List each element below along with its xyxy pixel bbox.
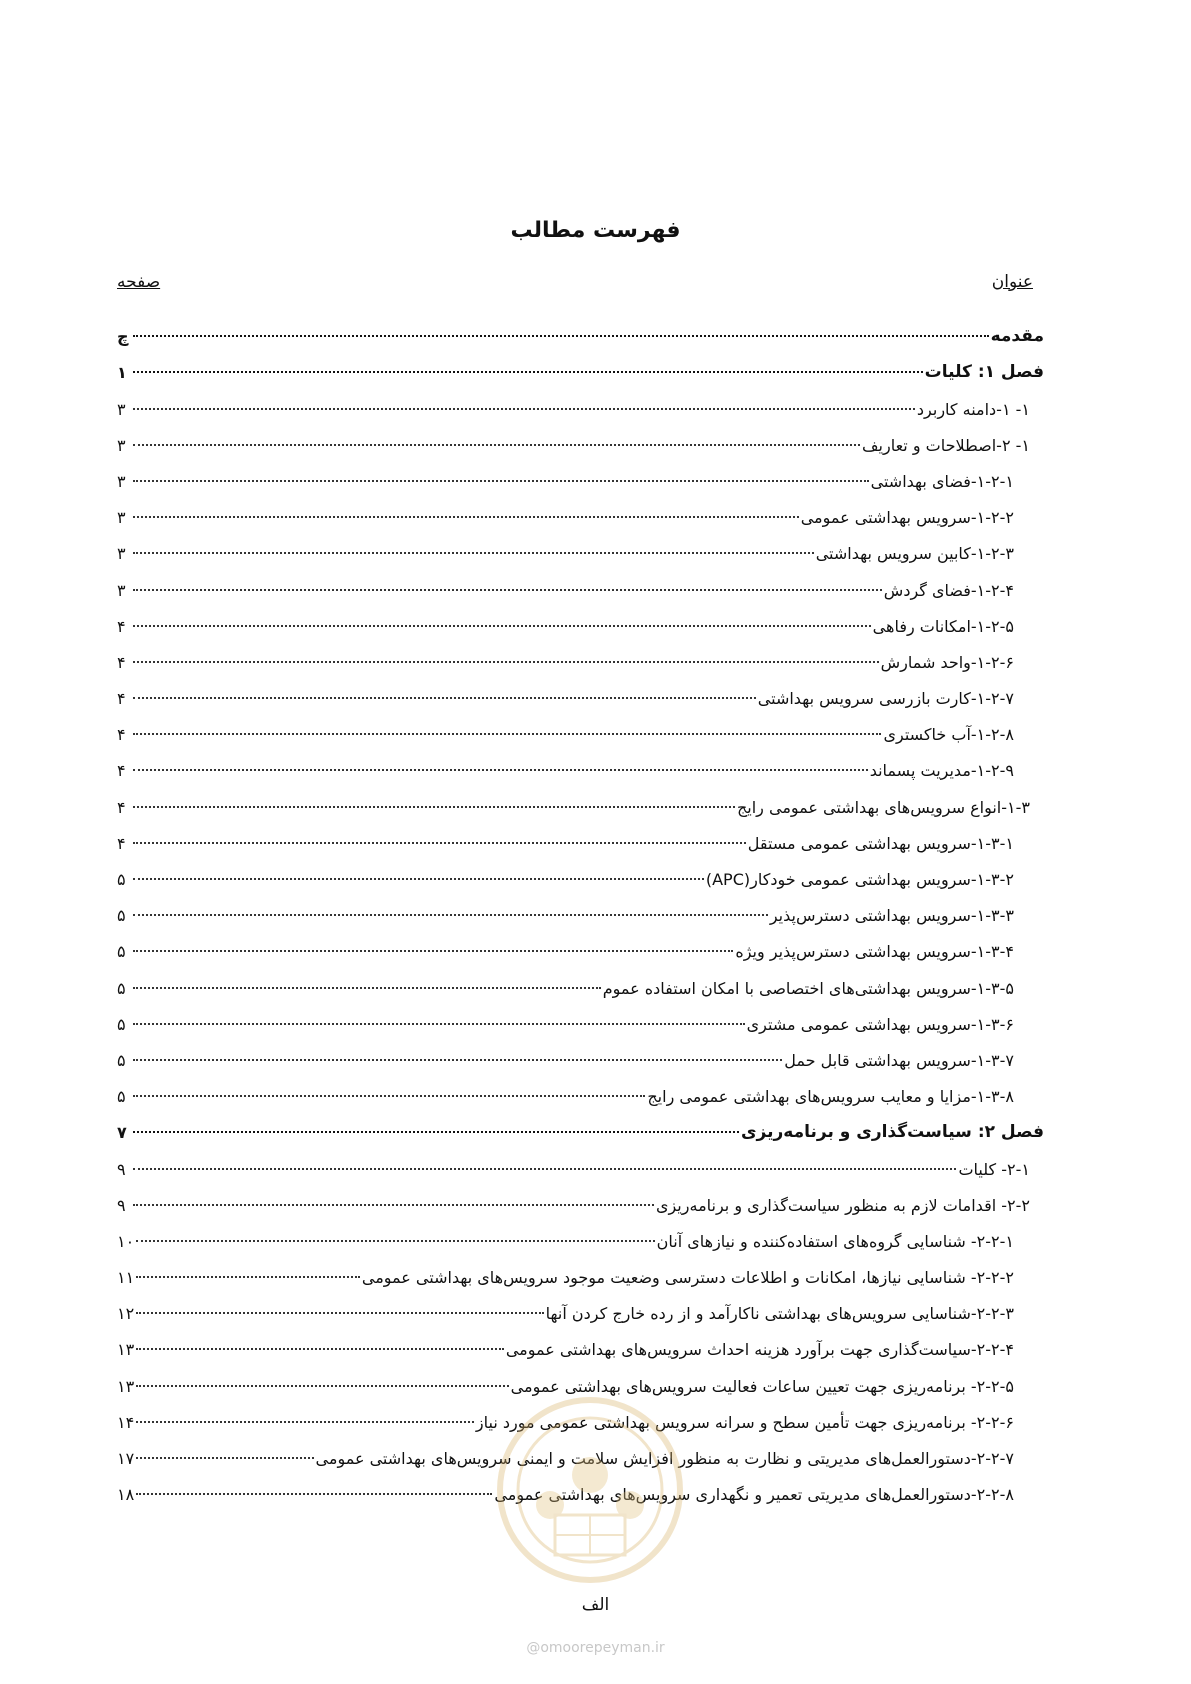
toc-entry-label: ۱-۳-۷-سرویس بهداشتی قابل حمل <box>784 1050 1014 1070</box>
toc-entry-page: ۳ <box>117 399 126 419</box>
toc-entry-label: ۲-۲-۶- برنامه‌ریزی جهت تأمین سطح و سرانه سرویس بهداشتی عمومی مورد نیاز <box>475 1412 1014 1432</box>
page-number-footer: الف <box>581 1595 610 1615</box>
dot-leader <box>136 1456 313 1459</box>
toc-entry[interactable] <box>117 527 1044 563</box>
toc-entry-label: ۱-۲-۵-امکانات رفاهی <box>872 616 1014 636</box>
dot-leader <box>133 624 871 627</box>
toc-entry[interactable] <box>117 491 1044 527</box>
toc-entry[interactable] <box>117 1179 1044 1215</box>
toc-entry-label: ۱-۲-۲-سرویس بهداشتی عمومی <box>800 508 1014 528</box>
toc-entry-label: ۱-۲-۸-آب خاکستری <box>883 725 1014 745</box>
toc-entry-label: ۱-۳-۶-سرویس بهداشتی عمومی مشتری <box>746 1014 1014 1034</box>
toc-entry-label: ۱-۲-۷-کارت بازرسی سرویس بهداشتی <box>757 689 1014 709</box>
toc-entry-page: ۱۸ <box>117 1485 135 1505</box>
toc-entry-page: ۴ <box>117 833 126 853</box>
toc-entry-page: ۴ <box>117 689 126 709</box>
toc-entry[interactable] <box>117 419 1044 455</box>
toc-entry-page: چ <box>117 327 129 347</box>
dot-leader <box>133 370 923 373</box>
toc-entry[interactable] <box>117 780 1044 816</box>
toc-entry-label: مقدمه <box>990 326 1044 347</box>
dot-leader <box>136 1311 543 1314</box>
toc-entry-label: ۱-۳-۸-مزایا و معایب سرویس‌های بهداشتی عمومی رایج <box>647 1087 1014 1107</box>
dot-leader <box>133 913 768 916</box>
toc-entry-label: ۱-۲-۴-فضای گردش <box>883 580 1014 600</box>
dot-leader <box>133 479 869 482</box>
toc-entry-label: ۱-۲-۱-فضای بهداشتی <box>870 471 1014 491</box>
dot-leader <box>133 1203 654 1206</box>
dot-leader <box>133 407 915 410</box>
dot-leader <box>136 1239 654 1242</box>
toc-entry-label: ۱-۲-۶-واحد شمارش <box>880 652 1014 672</box>
toc-entry-label: ۲-۲-۸-دستورالعمل‌های مدیریتی تعمیر و نگهداری سرویس‌های بهداشتی عمومی <box>494 1485 1014 1505</box>
toc-entry-page: ۴ <box>117 725 126 745</box>
toc-entry[interactable] <box>117 1359 1044 1395</box>
toc-entry-page: ۱۷ <box>117 1449 135 1468</box>
toc-entry-label: ۱-۲-۹-مدیریت پسماند <box>869 761 1014 781</box>
toc-entry-page: ۴ <box>117 652 126 672</box>
toc-entry-label: ۱-۳-انواع سرویس‌های بهداشتی عمومی رایج <box>736 797 1030 817</box>
toc-entry[interactable] <box>117 961 1044 997</box>
toc-entry[interactable] <box>117 998 1044 1034</box>
toc-entry[interactable] <box>117 817 1044 853</box>
dot-leader <box>133 588 882 591</box>
watermark-text: @omoorepeyman.ir <box>526 1640 665 1656</box>
toc-entry-label: ۲-۲- اقدامات لازم به منظور سیاست‌گذاری و برنامه‌ریزی <box>655 1195 1030 1215</box>
toc-entry[interactable] <box>117 1287 1044 1323</box>
toc-entry[interactable] <box>117 563 1044 599</box>
dot-leader <box>133 986 601 989</box>
toc-entry-page: ۳ <box>117 508 126 528</box>
toc-entry-label: ۲-۲-۲- شناسایی نیازها، امکانات و اطلاعات دسترسی وضعیت موجود سرویس‌های بهداشتی عمومی <box>361 1268 1014 1288</box>
toc-entry-page: ۱ <box>117 363 127 383</box>
toc-entry[interactable] <box>117 1034 1044 1070</box>
toc-entry-page: ۹ <box>117 1195 126 1215</box>
dot-leader <box>133 949 733 952</box>
toc-entry-label: ۱-۲-۳-کابین سرویس بهداشتی <box>815 544 1014 564</box>
toc-entry-label: ۱-۳-۵-سرویس بهداشتی‌های اختصاصی با امکان استفاده عموم <box>602 978 1014 998</box>
column-header-page: صفحه <box>117 272 161 292</box>
toc-entry[interactable] <box>117 1142 1044 1178</box>
toc-entry[interactable] <box>117 346 1044 382</box>
toc-entry-page: ۵ <box>117 1087 126 1107</box>
toc-entry-label: ۱-۳-۴-سرویس بهداشتی دسترس‌پذیر ویژه <box>735 942 1014 962</box>
toc-entry-page: ۱۳ <box>117 1376 135 1396</box>
dot-leader <box>136 1275 360 1278</box>
toc-entry-label: ۱-۳-۲-سرویس بهداشتی عمومی خودکار(APC) <box>705 870 1014 889</box>
toc-entry[interactable] <box>117 744 1044 780</box>
toc-entry-page: ۵ <box>117 1014 126 1034</box>
toc-entry-label: ۲-۱- کلیات <box>958 1159 1030 1179</box>
table-of-contents <box>117 310 1044 1504</box>
toc-entry-page: ۳ <box>117 471 126 491</box>
toc-entry[interactable] <box>117 708 1044 744</box>
toc-entry[interactable] <box>117 1106 1044 1142</box>
toc-entry[interactable] <box>117 1251 1044 1287</box>
toc-entry-label: ۱- ۱-دامنه کاربرد <box>916 399 1030 419</box>
dot-leader <box>133 1022 745 1025</box>
dot-leader <box>133 443 860 446</box>
dot-leader <box>133 805 735 808</box>
dot-leader <box>133 1094 645 1097</box>
toc-entry-page: ۴ <box>117 761 126 781</box>
toc-entry[interactable] <box>117 889 1044 925</box>
toc-entry-page: ۵ <box>117 942 126 962</box>
dot-leader <box>136 1347 504 1350</box>
toc-entry[interactable] <box>117 455 1044 491</box>
dot-leader <box>136 1492 492 1495</box>
toc-entry[interactable] <box>117 1070 1044 1106</box>
toc-entry[interactable] <box>117 1323 1044 1359</box>
toc-entry-page: ۵ <box>117 870 126 889</box>
toc-entry-label: فصل ۲: سیاست‌گذاری و برنامه‌ریزی <box>740 1122 1044 1143</box>
toc-entry-label: ۱-۳-۱-سرویس بهداشتی عمومی مستقل <box>747 833 1014 853</box>
toc-entry-label: ۲-۲-۳-شناسایی سرویس‌های بهداشتی ناکارآمد و از رده خارج کردن آنها <box>545 1304 1014 1324</box>
toc-entry-page: ۱۴ <box>117 1412 135 1432</box>
dot-leader <box>133 696 756 699</box>
toc-entry-page: ۱۱ <box>117 1268 135 1288</box>
toc-entry[interactable] <box>117 672 1044 708</box>
dot-leader <box>133 841 746 844</box>
dot-leader <box>136 1420 474 1423</box>
toc-entry-page: ۷ <box>117 1123 127 1143</box>
toc-entry[interactable] <box>117 925 1044 961</box>
dot-leader <box>133 732 881 735</box>
toc-entry-page: ۴ <box>117 797 126 817</box>
toc-entry-page: ۱۰ <box>117 1231 135 1251</box>
toc-entry[interactable] <box>117 600 1044 636</box>
column-header-title: عنوان <box>991 272 1033 292</box>
toc-entry-page: ۵ <box>117 906 126 926</box>
toc-entry-label: ۱-۳-۳-سرویس بهداشتی دسترس‌پذیر <box>769 906 1014 926</box>
toc-entry-page: ۳ <box>117 435 126 455</box>
toc-entry-label: ۱- ۲-اصطلاحات و تعاریف <box>861 435 1030 455</box>
dot-leader <box>133 660 879 663</box>
page-title: فهرست مطالب <box>510 218 681 243</box>
dot-leader <box>133 1130 739 1133</box>
toc-entry-page: ۴ <box>117 616 126 636</box>
toc-entry-label: ۲-۲-۵- برنامه‌ریزی جهت تعیین ساعات فعالیت سرویس‌های بهداشتی عمومی <box>510 1376 1014 1396</box>
dot-leader <box>136 1384 508 1387</box>
toc-entry[interactable] <box>117 310 1044 346</box>
dot-leader <box>133 334 989 337</box>
dot-leader <box>133 1058 782 1061</box>
dot-leader <box>133 1167 956 1170</box>
toc-entry-page: ۵ <box>117 1050 126 1070</box>
toc-entry-label: ۲-۲-۴-سیاست‌گذاری جهت برآورد هزینه احداث سرویس‌های بهداشتی عمومی <box>505 1340 1014 1360</box>
toc-entry-page: ۳ <box>117 580 126 600</box>
dot-leader <box>133 877 704 880</box>
toc-entry-page: ۵ <box>117 978 126 998</box>
toc-entry[interactable] <box>117 853 1044 889</box>
toc-entry-label: ۲-۲-۱- شناسایی گروه‌های استفاده‌کننده و نیازهای آنان <box>656 1231 1014 1251</box>
dot-leader <box>133 551 814 554</box>
dot-leader <box>133 515 799 518</box>
toc-entry[interactable] <box>117 636 1044 672</box>
toc-entry-page: ۳ <box>117 544 126 564</box>
watermark-seal-icon <box>495 1395 685 1585</box>
dot-leader <box>133 768 868 771</box>
toc-entry-label: فصل ۱: کلیات <box>924 362 1044 383</box>
toc-entry[interactable] <box>117 1215 1044 1251</box>
toc-entry-page: ۱۳ <box>117 1340 135 1360</box>
toc-entry-page: ۱۲ <box>117 1304 135 1324</box>
toc-entry[interactable] <box>117 382 1044 418</box>
toc-entry-label: ۲-۲-۷-دستورالعمل‌های مدیریتی و نظارت به منظور افزایش سلامت و ایمنی سرویس‌های بهداشتی عمومی <box>315 1449 1014 1468</box>
toc-entry-page: ۹ <box>117 1159 126 1179</box>
